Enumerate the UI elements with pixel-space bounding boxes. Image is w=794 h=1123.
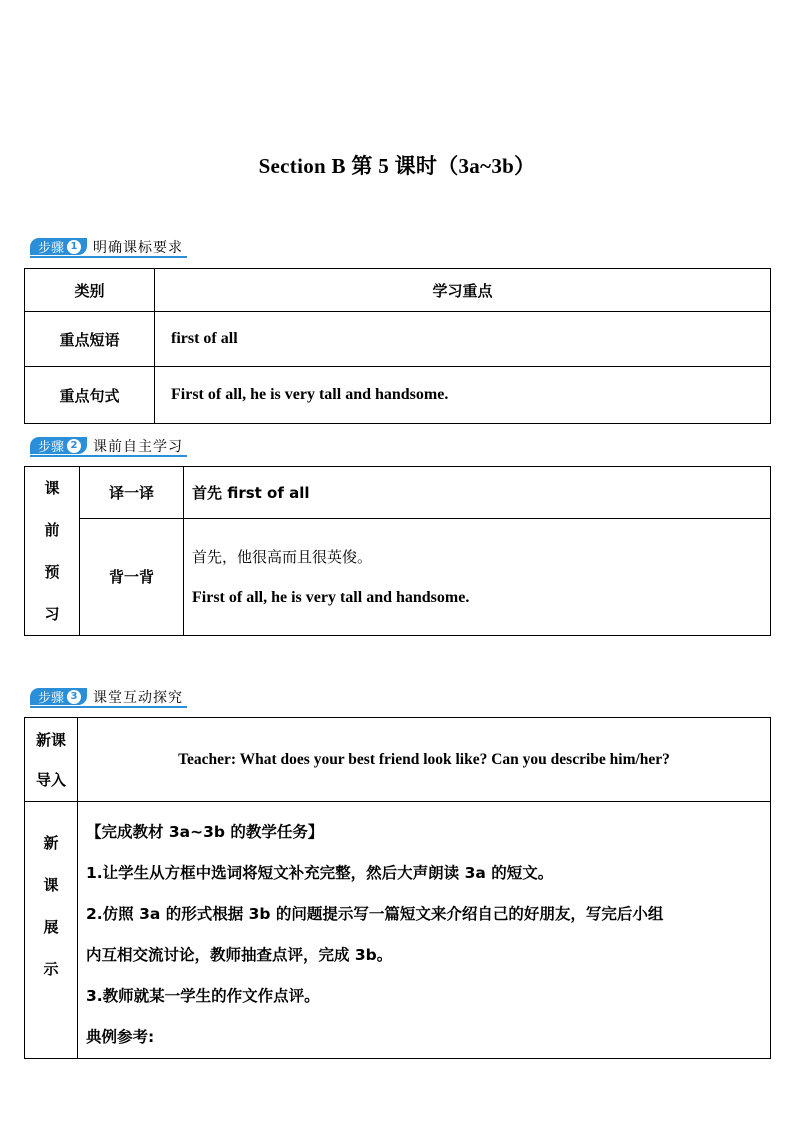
step-badge-label: 步骤 bbox=[38, 440, 65, 455]
recite-line-en: First of all, he is very tall and handsome. bbox=[192, 589, 470, 607]
page-title: Section B 第 5 课时（3a~3b） bbox=[258, 154, 536, 178]
translate-content bbox=[184, 467, 771, 519]
row-category: 重点短语 bbox=[25, 312, 155, 367]
display-label-char: 课 bbox=[43, 876, 59, 894]
table-header-focus: 学习重点 bbox=[155, 269, 771, 312]
display-label-char: 新 bbox=[43, 834, 59, 852]
display-line: 【完成教材 3a~3b 的教学任务】 bbox=[86, 823, 324, 841]
preview-side-label bbox=[25, 467, 80, 636]
translate-line: 首先 first of all bbox=[192, 483, 310, 502]
recite-label: 背一背 bbox=[80, 518, 184, 635]
recite-content bbox=[184, 518, 771, 635]
step-badge-label: 步骤 bbox=[38, 691, 65, 706]
table-header-category: 类别 bbox=[25, 269, 155, 312]
display-label-char: 示 bbox=[43, 960, 59, 978]
translate-label: 译一译 bbox=[80, 467, 184, 519]
intro-label bbox=[25, 718, 78, 802]
table-row bbox=[25, 312, 771, 367]
step-title: 明确课标要求 bbox=[93, 239, 184, 256]
table-row bbox=[25, 367, 771, 424]
step-1-heading bbox=[30, 237, 187, 258]
standards-table bbox=[24, 268, 771, 424]
display-line: 内互相交流讨论，教师抽查点评，完成 3b。 bbox=[86, 946, 393, 964]
step-number-icon: 3 bbox=[67, 690, 81, 704]
row-category: 重点句式 bbox=[25, 367, 155, 424]
classroom-table bbox=[24, 717, 771, 1059]
step-number-icon: 1 bbox=[67, 240, 81, 254]
row-content: First of all, he is very tall and handsome. bbox=[155, 367, 771, 424]
step-3-heading bbox=[30, 687, 187, 708]
display-label bbox=[25, 802, 78, 1059]
side-char: 预 bbox=[44, 563, 60, 581]
side-char: 课 bbox=[44, 479, 60, 497]
row-content: first of all bbox=[155, 312, 771, 367]
step-title: 课前自主学习 bbox=[93, 438, 184, 455]
side-char: 前 bbox=[44, 521, 60, 539]
display-line: 2.仿照 3a 的形式根据 3b 的问题提示写一篇短文来介绍自己的好朋友，写完后小组 bbox=[86, 905, 664, 923]
display-label-char: 展 bbox=[43, 918, 59, 936]
step-badge bbox=[30, 238, 87, 255]
step-badge bbox=[30, 688, 87, 705]
step-title: 课堂互动探究 bbox=[93, 689, 184, 706]
display-line: 1.让学生从方框中选词将短文补充完整，然后大声朗读 3a 的短文。 bbox=[86, 864, 554, 882]
step-badge-label: 步骤 bbox=[38, 241, 65, 256]
recite-line-cn: 首先，他很高而且很英俊。 bbox=[192, 548, 373, 567]
intro-text: Teacher: What does your best friend look like? Can you describe him/her? bbox=[78, 718, 771, 802]
intro-label-line: 新课 bbox=[35, 730, 66, 749]
intro-label-line: 导入 bbox=[35, 770, 66, 789]
step-2-heading bbox=[30, 436, 187, 457]
display-line: 3.教师就某一学生的作文作点评。 bbox=[86, 987, 320, 1005]
preview-table bbox=[24, 466, 771, 636]
step-number-icon: 2 bbox=[67, 439, 81, 453]
display-content bbox=[78, 802, 771, 1059]
side-char: 习 bbox=[44, 605, 60, 623]
step-badge bbox=[30, 437, 87, 454]
display-line: 典例参考: bbox=[86, 1028, 155, 1046]
